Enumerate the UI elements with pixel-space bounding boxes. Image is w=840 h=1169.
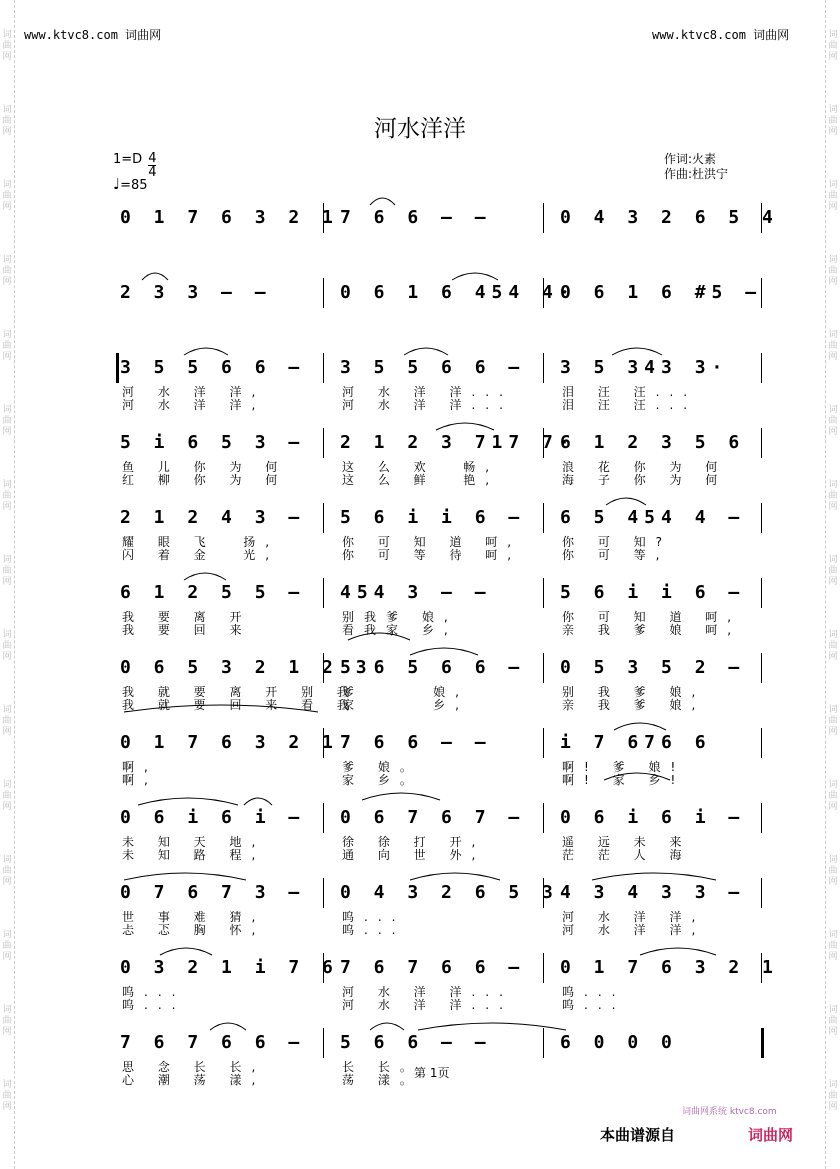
measure: 2 3 3 – – [120,282,272,303]
lyric-line-2: 河 水 洋 洋... [342,998,513,1012]
measure: 0 6 i 6 i – [560,807,746,828]
lyric-line-2: 闪 着 金 光, [122,548,280,562]
slur [184,573,226,580]
lyric-line-2: 茫 茫 人 海 [562,848,692,862]
lyric-line-2: 呜... [562,998,626,1012]
watermark-text: 词 曲 网 [828,780,838,812]
lyric-line-1: 浪 花 你 为 何 [562,460,728,474]
watermark-text: 词 曲 网 [828,30,838,62]
lyric-line-2: 看我家 乡, [342,623,458,637]
watermark-text: 词 曲 网 [2,405,12,437]
header-url-right[interactable]: www.ktvc8.com 词曲网 [652,28,790,42]
measure: 3 5 5 6 6 – [120,357,306,378]
lyric-line-1: 鱼 儿 你 为 何 [122,460,288,474]
measure: 7 6 7 6 6 – [120,1032,306,1053]
watermark-text: 词 曲 网 [2,1080,12,1112]
lyric-line-2: 红 柳 你 为 何 [122,473,288,487]
watermark-text: 词 曲 网 [2,555,12,587]
measure: 5 6 6 – – [340,1032,492,1053]
lyric-line-2: 你 可 等 待 呵, [342,548,522,562]
measure: 2 1 2 3 717 7· [340,432,576,453]
measure: 4 3 4 3 3 – [560,882,746,903]
slur [124,705,318,712]
measure: 0 1 7 6 3 2 1 [560,957,779,978]
watermark-text: 词 曲 网 [2,630,12,662]
lyric-line-2: 忐 忑 胸 怀, [122,923,266,937]
lyric-line-1: 河 水 洋 洋... [342,385,513,399]
song-title: 河水洋洋 [374,116,466,142]
slur [210,1023,246,1030]
measure: 5 6 5 6 6 – [340,657,526,678]
measure: 0 4 3 2 6 5 3 [340,882,559,903]
lyric-line-2: 未 知 路 程, [122,848,266,862]
key-label: 1=D [113,152,143,167]
measure: 6 0 0 0 [560,1032,678,1053]
watermark-text: 词 曲 网 [828,330,838,362]
slur [370,198,395,205]
watermark-text: 词 曲 网 [828,180,838,212]
watermark-text: 词 曲 网 [2,705,12,737]
watermark-text: 词 曲 网 [828,555,838,587]
slur [404,348,448,355]
slur [370,1023,404,1030]
measure: 3 5 5 6 6 – [340,357,526,378]
lyric-line-2: 啊! 家 乡! [562,773,686,787]
measure: 0 6 i 6 i – [120,807,306,828]
slur [244,798,272,805]
watermark-text: 词 曲 网 [828,105,838,137]
measure: 0 1 7 6 3 2 1 [120,207,339,228]
lyric-line-2: 家 乡, [342,698,469,712]
watermark-text: 词 曲 网 [828,1080,838,1112]
slur [160,948,212,955]
measure: 0 5 3 5 2 – [560,657,746,678]
measure: 0 6 5 3 2 1 2 3 [120,657,373,678]
watermark-text: 词 曲 网 [2,330,12,362]
measure: 5 6 i i 6 – [560,582,746,603]
slur [362,793,440,800]
slur [592,873,716,880]
lyric-line-2: 呜... [342,923,406,937]
lyric-line-2: 亲 我 爹 娘, [562,698,706,712]
lyric-line-2: 亲 我 爹 娘 呵, [562,623,742,637]
measure: 0 1 7 6 3 2 1 [120,732,339,753]
watermark-text: 词 曲 网 [2,780,12,812]
lyric-line-2: 荡 漾。 [342,1073,422,1087]
slur [138,798,238,805]
quarter-note-icon: ♩ [113,175,121,193]
lyric-line-1: 我 就 要 离 开 别 我 [122,685,359,699]
lyric-line-1: 啊, [122,760,158,774]
lyric-line-2: 河 水 洋 洋, [562,923,706,937]
measure: 5 6 i i 6 – [340,507,526,528]
lyricist: 作词:火素 [664,152,717,166]
measure: 454 3 – – [340,582,492,603]
lyric-line-1: 你 可 知 道 呵, [562,610,742,624]
lyric-line-1: 遥 远 未 来 [562,835,692,849]
slur [348,633,410,640]
watermark-text: 词 曲 网 [2,1005,12,1037]
lyric-line-2: 啊, [122,773,158,787]
measure: 0 4 3 2 6 5 4 [560,207,779,228]
lyric-line-2: 我 就 要 回 来 看 我 [122,698,359,712]
lyric-line-1: 泪 汪 汪... [562,385,698,399]
lyric-line-1: 这 么 欢 畅, [342,460,500,474]
slur [418,1023,566,1030]
measure: 7 6 6 – – [340,732,492,753]
measure: 6 5 454 4 – [560,507,746,528]
measure: 0 3 2 1 i 7 6 [120,957,339,978]
slur [614,723,666,730]
slur [142,273,168,280]
lyric-line-1: 徐 徐 打 开, [342,835,486,849]
watermark-text: 词 曲 网 [828,705,838,737]
lyric-line-2: 通 向 世 外, [342,848,486,862]
slur [124,873,246,880]
lyric-line-1: 河 水 洋 洋, [562,910,706,924]
measure: 0 6 1 6 #5 – [560,282,763,303]
lyric-line-1: 别我爹 娘, [342,610,458,624]
tempo-mark: =85 [120,178,148,193]
measure: 0 7 6 7 3 – [120,882,306,903]
measure: i 7 676 6 [560,732,712,753]
watermark-text: 词 曲 网 [828,1005,838,1037]
measure: 5 i 6 5 3 – [120,432,306,453]
slur [612,348,662,355]
measure: 3 5 343 3· [560,357,729,378]
watermark-text: 词 曲 网 [828,855,838,887]
measure: 2 1 2 4 3 – [120,507,306,528]
lyric-line-2: 我 要 回 来 [122,623,252,637]
slur [436,423,494,430]
measure: 6 1 2 5 5 – [120,582,306,603]
lyric-line-2: 呜... [122,998,186,1012]
slur [410,873,500,880]
source-label: 本曲谱源自 [600,1126,676,1144]
watermark-text: 词 曲 网 [828,405,838,437]
page-number: 第 1页 [414,1066,450,1080]
lyric-line-1: 你 可 知 道 呵, [342,535,522,549]
brand-link[interactable]: 词曲网 [748,1126,794,1144]
measure: 6 1 2 3 5 6 [560,432,746,453]
lyric-line-1: 思 念 长 长, [122,1060,266,1074]
watermark-text: 词 曲 网 [2,930,12,962]
lyric-line-1: 呜... [342,910,406,924]
lyric-line-1: 世 事 难 猜, [122,910,266,924]
lyric-line-1: 爹 娘。 [342,760,422,774]
watermark-text: 词 曲 网 [2,105,12,137]
composer: 作曲:杜洪宁 [664,167,729,181]
measure: 7 6 7 6 6 – [340,957,526,978]
watermark-text: 词 曲 网 [2,30,12,62]
lyric-line-1: 你 可 知? [562,535,672,549]
footer-logo: 词曲网系统 ktvc8.com [682,1107,777,1117]
lyric-line-2: 泪 汪 汪... [562,398,698,412]
lyric-line-1: 长 长。 [342,1060,422,1074]
watermark-text: 词 曲 网 [828,480,838,512]
lyric-line-2: 这 么 鲜 艳, [342,473,500,487]
lyric-line-2: 家 乡。 [342,773,422,787]
slur [184,348,228,355]
watermark-text: 词 曲 网 [828,255,838,287]
slur [604,773,670,780]
measure: 0 6 1 6 454 4· [340,282,576,303]
watermark-text: 词 曲 网 [2,180,12,212]
watermark-text: 词 曲 网 [2,855,12,887]
meter-top: 4 [148,151,157,166]
watermark-text: 词 曲 网 [828,630,838,662]
slur [640,948,716,955]
lyric-line-1: 我 要 离 开 [122,610,252,624]
watermark-text: 词 曲 网 [2,255,12,287]
lyric-line-1: 呜... [562,985,626,999]
lyric-line-2: 河 水 洋 洋, [122,398,266,412]
lyric-line-2: 你 可 等, [562,548,670,562]
lyric-line-2: 河 水 洋 洋... [342,398,513,412]
lyric-line-1: 未 知 天 地, [122,835,266,849]
lyric-line-1: 河 水 洋 洋, [122,385,266,399]
measure: 0 6 7 6 7 – [340,807,526,828]
slur [452,273,498,280]
lyric-line-1: 河 水 洋 洋... [342,985,513,999]
lyric-line-2: 海 子 你 为 何 [562,473,728,487]
measure: 7 6 6 – – [340,207,492,228]
watermark-text: 词 曲 网 [2,480,12,512]
lyric-line-1: 呜... [122,985,186,999]
watermark-text: 词 曲 网 [828,930,838,962]
lyric-line-1: 耀 眼 飞 扬, [122,535,280,549]
lyric-line-1: 啊! 爹 娘! [562,760,686,774]
lyric-line-1: 爹 娘, [342,685,469,699]
meter-bottom: 4 [148,165,157,180]
header-url-left[interactable]: www.ktvc8.com 词曲网 [24,28,162,42]
slur [606,498,646,505]
lyric-line-2: 心 潮 荡 漾, [122,1073,266,1087]
slur [410,648,478,655]
lyric-line-1: 别 我 爹 娘, [562,685,706,699]
